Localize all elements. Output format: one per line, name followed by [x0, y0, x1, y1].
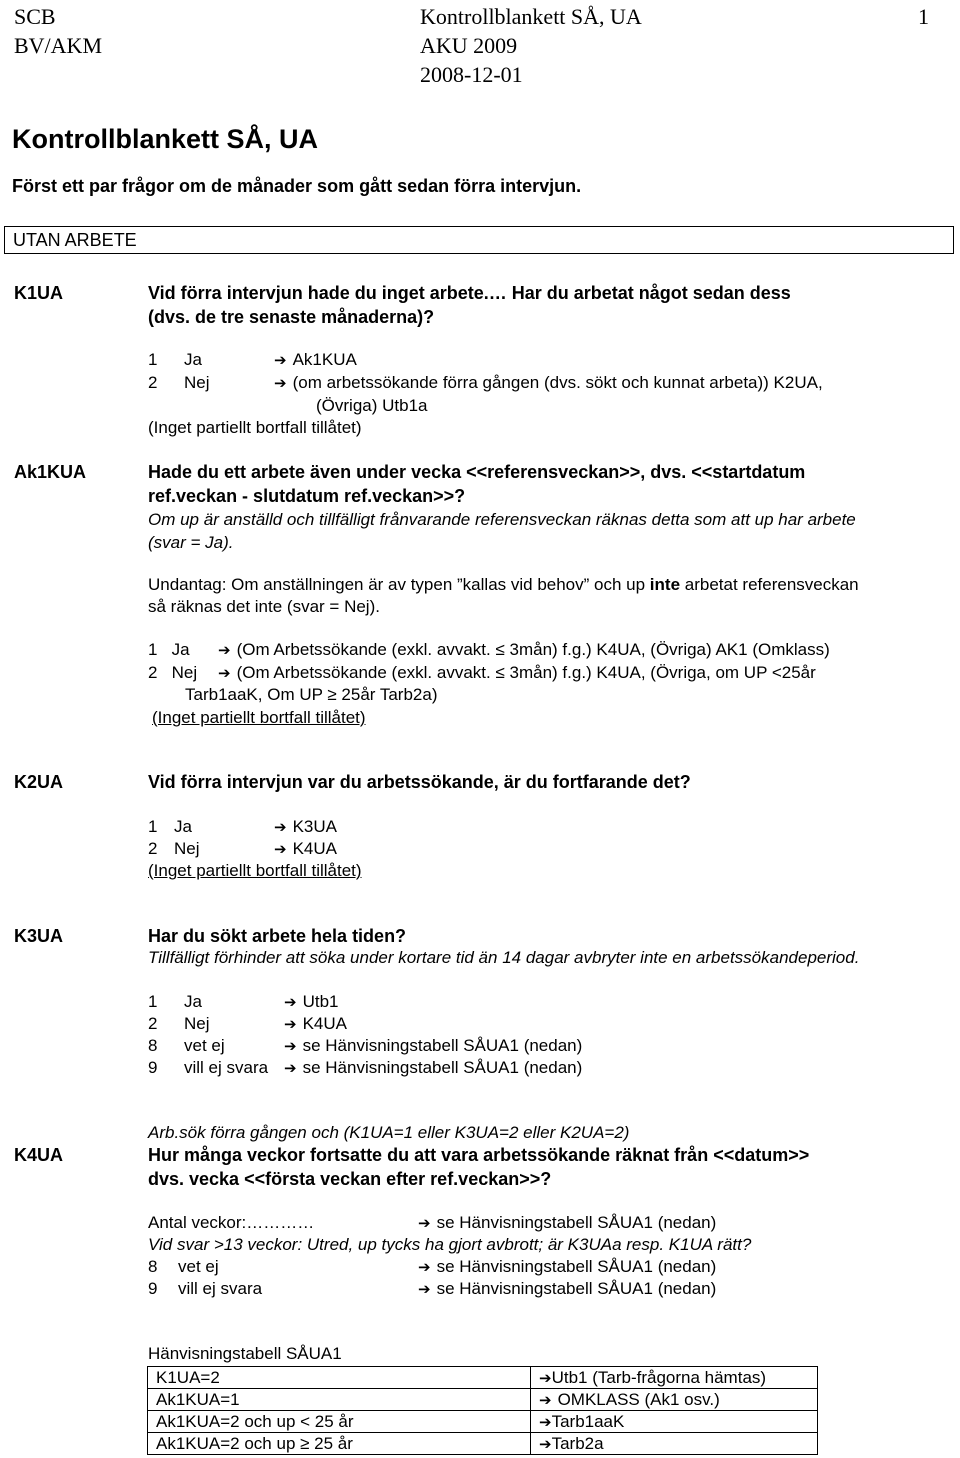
header-org: SCB [14, 4, 56, 29]
table-row [148, 1367, 818, 1389]
arrow-right-icon: ➔ [539, 1412, 552, 1431]
question-code-k2ua: K2UA [14, 772, 64, 792]
table-row [148, 1433, 818, 1455]
table-cell-target [531, 1433, 818, 1455]
note-no-dropout: (Inget partiellt bortfall tillåtet) [148, 418, 362, 437]
arrow-right-icon: ➔ [274, 351, 287, 369]
arrow-right-icon: ➔ [274, 840, 287, 858]
arrow-right-icon: ➔ [218, 664, 231, 682]
arrow-right-icon: ➔ [284, 1015, 297, 1033]
reference-table [147, 1366, 818, 1455]
option-label: vet ej [178, 1257, 219, 1276]
arrow-right-icon: ➔ [274, 374, 287, 392]
page-title: Kontrollblankett SÅ, UA [12, 124, 319, 154]
question-ak1kua-l2: ref.veckan - slutdatum ref.veckan>>? [148, 486, 466, 506]
table-row [148, 1411, 818, 1433]
option-label: Nej [184, 373, 210, 392]
question-code-ak1kua: Ak1KUA [14, 462, 87, 482]
question-ak1kua-l1: Hade du ett arbete även under vecka <<referensveckan>>, dvs. <<startdatum [148, 462, 806, 482]
arrow-right-icon: ➔ [539, 1434, 552, 1453]
option-target: (om arbetssökande förra gången (dvs. sökt och kunnat arbeta)) K2UA, [292, 373, 823, 392]
arrow-right-icon: ➔ [539, 1390, 552, 1409]
header-unit: BV/AKM [14, 33, 103, 58]
option-number: 1 [148, 992, 158, 1011]
section-label: UTAN ARBETE [13, 230, 137, 250]
arrow-right-icon: ➔ [284, 1037, 297, 1055]
option-target: se Hänvisningstabell SÅUA1 (nedan) [302, 1036, 583, 1055]
option-label: Ja [174, 817, 192, 836]
question-k1ua-l2: (dvs. de tre senaste månaderna)? [148, 307, 435, 327]
option-label: Nej [184, 1014, 210, 1033]
table-cell-condition: Ak1KUA=2 och up ≥ 25 år [148, 1433, 531, 1455]
option-target: Ak1KUA [292, 350, 357, 369]
option-target: Utb1 [302, 992, 339, 1011]
exception-part: Undantag: Om anställningen är av typen ”kallas vid behov” och up [148, 575, 650, 594]
option-target: (Om Arbetssökande (exkl. avvakt. ≤ 3mån) f.g.) K4UA, (Övriga, om UP <25år [236, 663, 816, 682]
note-no-dropout: (Inget partiellt bortfall tillåtet) [152, 708, 366, 727]
option-row [148, 839, 337, 859]
option-row [148, 373, 823, 393]
arrow-right-icon: ➔ [284, 1059, 297, 1077]
option-label: 1 Ja [148, 640, 190, 659]
arrow-right-icon: ➔ [274, 818, 287, 836]
question-k4ua-l1: Hur många veckor fortsatte du att vara arbetssökande räknat från <<datum>> [148, 1145, 810, 1165]
question-k4ua-l2: dvs. vecka <<första veckan efter ref.veckan>>? [148, 1169, 552, 1189]
question-code-k4ua: K4UA [14, 1145, 64, 1165]
instruction-k3ua: Tillfälligt förhinder att söka under kortare tid än 14 dagar avbryter inte en arbetssökandeperiod. [148, 948, 860, 967]
target-text: OMKLASS (Ak1 osv.) [557, 1389, 720, 1409]
target-text: Tarb1aaK [551, 1411, 625, 1431]
option-row [148, 640, 830, 660]
option-label: vill ej svara [178, 1279, 263, 1298]
option-row [148, 817, 337, 837]
note-no-dropout: (Inget partiellt bortfall tillåtet) [148, 861, 362, 880]
arrow-right-icon: ➔ [284, 993, 297, 1011]
option-continuation: (Övriga) Utb1a [316, 396, 428, 415]
question-k3ua: Har du sökt arbete hela tiden? [148, 926, 407, 946]
option-label: Ja [184, 992, 202, 1011]
exception-emphasis: inte [649, 575, 681, 594]
option-target: se Hänvisningstabell SÅUA1 (nedan) [436, 1213, 717, 1232]
option-number: 9 [148, 1279, 158, 1298]
target-text: Tarb2a [551, 1433, 604, 1453]
option-row [148, 1257, 716, 1277]
table-cell-condition: Ak1KUA=1 [148, 1389, 531, 1411]
exception-text-l2: så räknas det inte (svar = Nej). [148, 597, 380, 616]
table-cell-target [531, 1367, 818, 1389]
option-row [148, 1279, 716, 1299]
question-k1ua-l1: Vid förra intervjun hade du inget arbete.… Har du arbetat något sedan dess [148, 283, 791, 303]
option-row [148, 663, 816, 683]
option-number: 8 [148, 1257, 158, 1276]
option-number: 2 [148, 1014, 158, 1033]
table-row [148, 1389, 818, 1411]
arrow-right-icon: ➔ [418, 1258, 431, 1276]
option-target: K4UA [302, 1014, 347, 1033]
option-row [148, 1058, 582, 1078]
reference-table-title: Hänvisningstabell SÅUA1 [148, 1344, 342, 1363]
option-label: vill ej svara [184, 1058, 269, 1077]
table-cell-target [531, 1389, 818, 1411]
week-count-field: Antal veckor:………… [148, 1213, 315, 1232]
exception-part: arbetat referensveckan [680, 575, 859, 594]
question-code-k1ua: K1UA [14, 283, 64, 303]
intro-text: Först ett par frågor om de månader som gått sedan förra intervjun. [12, 176, 582, 196]
option-row [148, 1036, 582, 1056]
option-label: 2 Nej [148, 663, 198, 682]
instruction-k4ua: Vid svar >13 veckor: Utred, up tycks ha gjort avbrott; är K3UAa resp. K1UA rätt? [148, 1235, 752, 1254]
arrow-right-icon: ➔ [539, 1368, 552, 1387]
option-target: se Hänvisningstabell SÅUA1 (nedan) [436, 1279, 717, 1298]
option-target: se Hänvisningstabell SÅUA1 (nedan) [436, 1257, 717, 1276]
section-box [4, 226, 954, 254]
question-k2ua: Vid förra intervjun var du arbetssökande, är du fortfarande det? [148, 772, 691, 792]
table-cell-condition: Ak1KUA=2 och up < 25 år [148, 1411, 531, 1433]
option-label: Ja [184, 350, 202, 369]
filter-k4ua: Arb.sök förra gången och (K1UA=1 eller K3UA=2 eller K2UA=2) [148, 1123, 630, 1142]
target-text: Utb1 (Tarb-frågorna hämtas) [551, 1367, 767, 1387]
option-row [148, 992, 339, 1012]
option-label: Nej [174, 839, 200, 858]
instruction-ak1kua-l1: Om up är anställd och tillfälligt frånvarande referensveckan räknas detta som att up har arbete [148, 510, 856, 529]
table-cell-condition: K1UA=2 [148, 1367, 531, 1389]
arrow-right-icon: ➔ [418, 1214, 431, 1232]
option-number: 9 [148, 1058, 158, 1077]
page-number: 1 [918, 4, 929, 29]
option-continuation: Tarb1aaK, Om UP ≥ 25år Tarb2a) [185, 685, 438, 704]
option-target: se Hänvisningstabell SÅUA1 (nedan) [302, 1058, 583, 1077]
option-target: K3UA [292, 817, 337, 836]
instruction-ak1kua-l2: (svar = Ja). [148, 533, 234, 552]
option-row [148, 1213, 716, 1233]
header-doc-title: Kontrollblankett SÅ, UA [420, 4, 642, 29]
arrow-right-icon: ➔ [418, 1280, 431, 1298]
table-cell-target [531, 1411, 818, 1433]
option-number: 8 [148, 1036, 158, 1055]
header-date: 2008-12-01 [420, 62, 523, 87]
arrow-right-icon: ➔ [218, 641, 231, 659]
option-label: vet ej [184, 1036, 225, 1055]
option-row [148, 350, 357, 370]
option-target: K4UA [292, 839, 337, 858]
question-code-k3ua: K3UA [14, 926, 64, 946]
option-number: 2 [148, 839, 158, 858]
option-number: 1 [148, 350, 158, 369]
option-number: 2 [148, 373, 158, 392]
option-target: (Om Arbetssökande (exkl. avvakt. ≤ 3mån) f.g.) K4UA, (Övriga) AK1 (Omklass) [236, 640, 830, 659]
option-row [148, 1014, 347, 1034]
header-survey: AKU 2009 [420, 33, 518, 58]
option-number: 1 [148, 817, 158, 836]
exception-text-l1 [148, 575, 859, 595]
